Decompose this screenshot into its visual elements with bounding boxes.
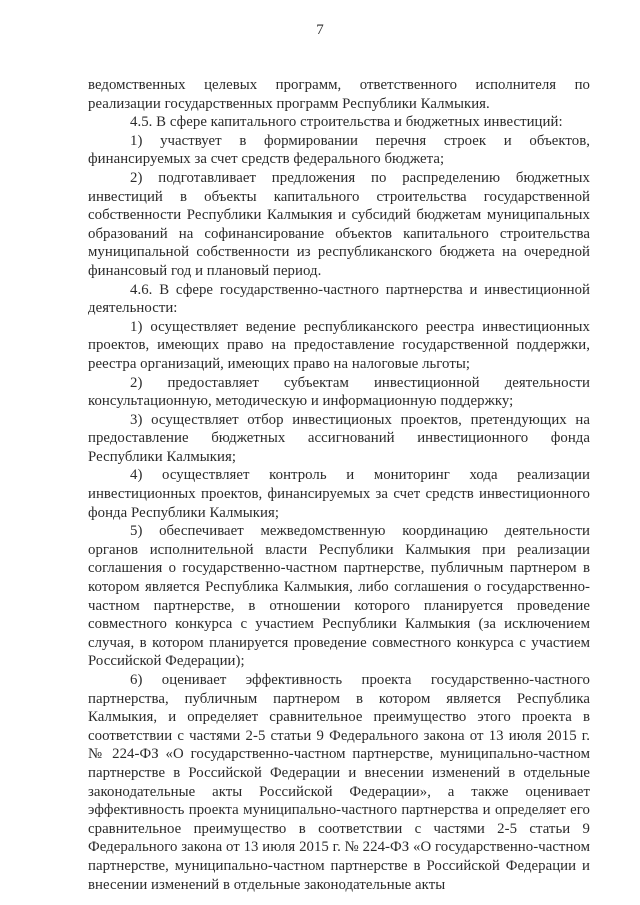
document-body — [88, 76, 590, 894]
paragraph-4-6-item-2: 2) предоставляет субъектам инвестиционной деятельности консультационную, методическую и информационную поддержку; — [88, 374, 590, 410]
paragraph-section-4-6: 4.6. В сфере государственно-частного партнерства и инвестиционной деятельности: — [88, 281, 590, 317]
paragraph-4-5-item-1: 1) участвует в формировании перечня строек и объектов, финансируемых за счет средств федерального бюджета; — [88, 132, 590, 168]
paragraph-4-6-item-1: 1) осуществляет ведение республиканского реестра инвестиционных проектов, имеющих право на предоставление государственной поддержки, реестра организаций, имеющих право на налоговые льготы; — [88, 318, 590, 372]
page-number: 7 — [316, 22, 324, 38]
paragraph-continuation: ведомственных целевых программ, ответственного исполнителя по реализации государственных программ Республики Калмыкия. — [88, 77, 590, 112]
paragraph-4-6-item-5: 5) обеспечивает межведомственную координацию деятельности органов исполнительной власти Республики Калмыкия при реализации соглашения о государственно-частном партнерстве, публичным партнером в котором является Республика Калмыкия, либо соглашения о государственно-частном партнерстве, в отношении которого планируется проведение совместного конкурса с участием Республики Калмыкия (за исключением случая, в котором планируется проведение совместного конкурса с участием Российской Федерации); — [88, 523, 590, 670]
paragraph-4-5-item-2: 2) подготавливает предложения по распределению бюджетных инвестиций в объекты капитального строительства государственной собственности Республики Калмыкия и субсидий бюджетам муниципальных образований на софинансирование объектов капитального строительства муниципальной собственности из республиканского бюджета на очередной финансовый год и плановый период. — [88, 169, 590, 279]
paragraph-section-4-5: 4.5. В сфере капитального строительства и бюджетных инвестиций: — [130, 114, 563, 131]
paragraph-4-6-item-4: 4) осуществляет контроль и мониторинг хода реализации инвестиционных проектов, финансируемых за счет средств инвестиционного фонда Республики Калмыкия; — [88, 467, 590, 521]
paragraph-4-6-item-6: 6) оценивает эффективность проекта государственно-частного партнерства, публичным партнером в котором является Республика Калмыкия, и определяет сравнительное преимущество этого проекта в соответствии с частями 2-5 статьи 9 Федерального закона от 13 июля 2015 г. № 224-ФЗ «О государственно-частном партнерстве, муниципально-частном партнерстве в Российской Федерации и внесении изменений в отдельные законодательные акты Российской Федерации», а также оценивает эффективность проекта муниципально-частного партнерства и определяет его сравнительное преимущество в соответствии с частями 2-5 статьи 9 Федерального закона от 13 июля 2015 г. № 224-ФЗ «О государственно-частном партнерстве, муниципально-частном партнерстве в Российской Федерации и внесении изменений в отдельные законодательные акты — [88, 672, 590, 893]
paragraph-4-6-item-3: 3) осуществляет отбор инвестиционых проектов, претендующих на предоставление бюджетных ассигнований инвестиционного фонда Республики Калмыкия; — [88, 411, 590, 465]
